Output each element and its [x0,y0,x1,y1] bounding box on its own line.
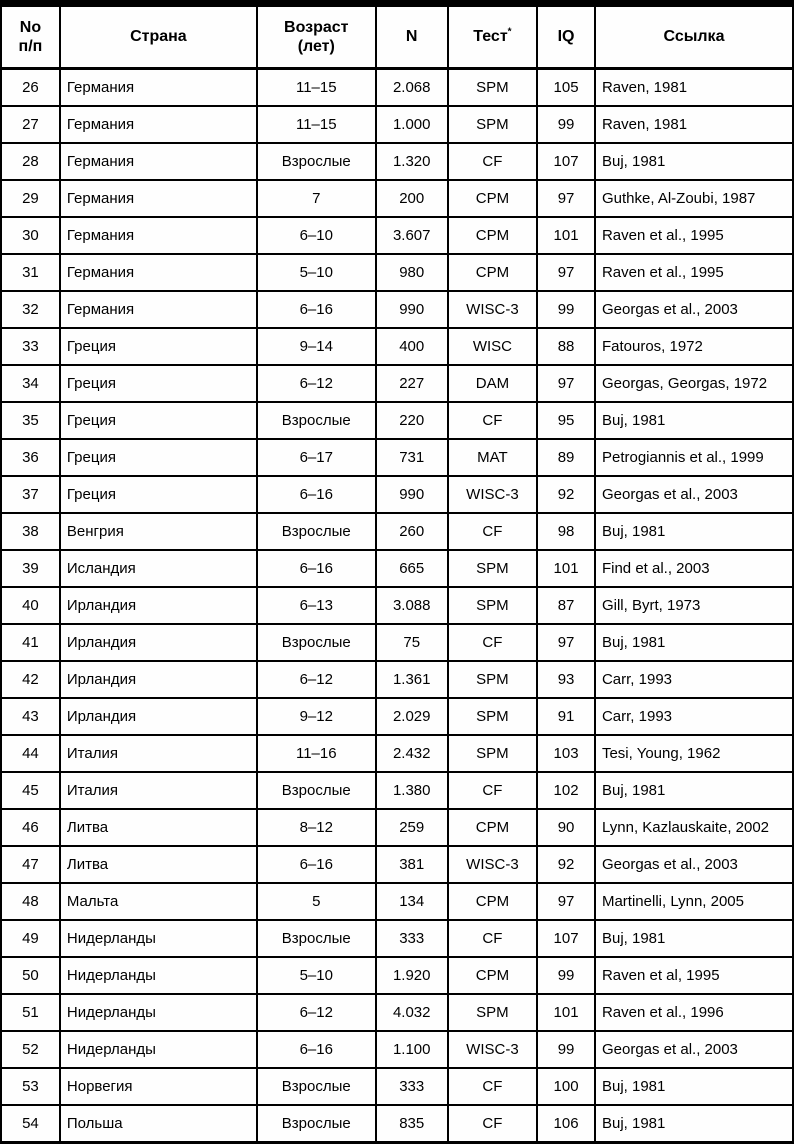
col-header-age-line1: Возраст [284,18,349,36]
cell-iq: 98 [537,513,595,550]
cell-no: 34 [1,365,60,402]
table-row [1,69,793,107]
cell-iq: 97 [537,254,595,291]
cell-country: Ирландия [60,587,257,624]
cell-ref: Tesi, Young, 1962 [595,735,793,772]
cell-n: 1.320 [376,143,448,180]
cell-iq: 100 [537,1068,595,1105]
cell-n: 2.432 [376,735,448,772]
table-row [1,550,793,587]
cell-n: 260 [376,513,448,550]
cell-test: CPM [448,883,537,920]
cell-no: 35 [1,402,60,439]
cell-no: 30 [1,217,60,254]
cell-country: Ирландия [60,661,257,698]
cell-country: Греция [60,439,257,476]
cell-n: 1.100 [376,1031,448,1068]
cell-n: 1.920 [376,957,448,994]
cell-iq: 95 [537,402,595,439]
cell-ref: Raven et al., 1996 [595,994,793,1031]
cell-age: 11–15 [257,106,376,143]
cell-no: 29 [1,180,60,217]
col-header-country-label: Страна [130,28,187,46]
cell-n: 4.032 [376,994,448,1031]
table-row [1,1105,793,1143]
cell-country: Италия [60,772,257,809]
cell-iq: 99 [537,106,595,143]
cell-ref: Martinelli, Lynn, 2005 [595,883,793,920]
cell-iq: 99 [537,957,595,994]
cell-test: DAM [448,365,537,402]
cell-no: 37 [1,476,60,513]
cell-test: CF [448,402,537,439]
cell-test: SPM [448,735,537,772]
cell-age: 6–12 [257,365,376,402]
cell-age: 6–16 [257,291,376,328]
cell-iq: 106 [537,1105,595,1143]
cell-ref: Buj, 1981 [595,402,793,439]
table-row [1,476,793,513]
cell-country: Нидерланды [60,920,257,957]
cell-no: 46 [1,809,60,846]
cell-country: Нидерланды [60,994,257,1031]
cell-test: CPM [448,809,537,846]
table-row [1,883,793,920]
table-row [1,587,793,624]
col-header-test-label: Тест [473,28,508,46]
table-row [1,254,793,291]
cell-country: Исландия [60,550,257,587]
col-header-country [60,4,257,69]
cell-ref: Raven et al., 1995 [595,254,793,291]
cell-ref: Carr, 1993 [595,698,793,735]
header-row [1,4,793,69]
cell-ref: Georgas et al., 2003 [595,846,793,883]
cell-test: CF [448,1105,537,1143]
cell-no: 47 [1,846,60,883]
cell-age: 5 [257,883,376,920]
cell-country: Германия [60,143,257,180]
cell-age: 6–16 [257,846,376,883]
cell-ref: Buj, 1981 [595,772,793,809]
cell-n: 3.607 [376,217,448,254]
cell-age: Взрослые [257,143,376,180]
cell-test: CF [448,143,537,180]
table-row [1,920,793,957]
cell-test: SPM [448,587,537,624]
cell-test: CF [448,513,537,550]
cell-n: 134 [376,883,448,920]
cell-no: 49 [1,920,60,957]
cell-no: 36 [1,439,60,476]
cell-ref: Lynn, Kazlauskaite, 2002 [595,809,793,846]
table-row [1,143,793,180]
cell-country: Германия [60,217,257,254]
cell-test: WISC-3 [448,476,537,513]
table-row [1,513,793,550]
cell-country: Нидерланды [60,957,257,994]
cell-iq: 97 [537,365,595,402]
table-row [1,809,793,846]
cell-iq: 102 [537,772,595,809]
cell-country: Греция [60,476,257,513]
cell-iq: 92 [537,846,595,883]
cell-test: SPM [448,550,537,587]
table-row [1,735,793,772]
table-row [1,365,793,402]
cell-ref: Carr, 1993 [595,661,793,698]
cell-iq: 93 [537,661,595,698]
col-header-n-label: N [405,28,418,46]
cell-ref: Georgas et al., 2003 [595,1031,793,1068]
cell-test: CF [448,920,537,957]
cell-test: CPM [448,180,537,217]
cell-ref: Georgas, Georgas, 1972 [595,365,793,402]
cell-age: 6–16 [257,550,376,587]
cell-age: 9–14 [257,328,376,365]
cell-test: MAT [448,439,537,476]
cell-test: WISC-3 [448,1031,537,1068]
cell-country: Ирландия [60,624,257,661]
cell-age: Взрослые [257,624,376,661]
cell-country: Греция [60,402,257,439]
cell-ref: Petrogiannis et al., 1999 [595,439,793,476]
table-row [1,217,793,254]
cell-no: 53 [1,1068,60,1105]
cell-no: 42 [1,661,60,698]
cell-ref: Raven et al, 1995 [595,957,793,994]
cell-iq: 91 [537,698,595,735]
col-header-age [257,4,376,69]
cell-country: Греция [60,365,257,402]
cell-country: Германия [60,254,257,291]
table-row [1,772,793,809]
col-header-no-line2: п/п [18,38,43,55]
table-row [1,402,793,439]
cell-n: 990 [376,476,448,513]
cell-age: 5–10 [257,254,376,291]
cell-test: SPM [448,698,537,735]
table-row [1,957,793,994]
cell-ref: Fatouros, 1972 [595,328,793,365]
cell-iq: 97 [537,180,595,217]
cell-test: SPM [448,661,537,698]
table-header [1,4,793,69]
cell-n: 1.380 [376,772,448,809]
cell-no: 26 [1,69,60,107]
cell-country: Ирландия [60,698,257,735]
cell-iq: 99 [537,1031,595,1068]
cell-n: 980 [376,254,448,291]
table-row [1,1068,793,1105]
cell-no: 54 [1,1105,60,1143]
cell-country: Литва [60,846,257,883]
cell-iq: 90 [537,809,595,846]
cell-iq: 92 [537,476,595,513]
cell-ref: Buj, 1981 [595,143,793,180]
cell-age: 7 [257,180,376,217]
cell-n: 990 [376,291,448,328]
table-row [1,328,793,365]
cell-ref: Buj, 1981 [595,624,793,661]
cell-country: Мальта [60,883,257,920]
col-header-iq [537,4,595,69]
cell-test: SPM [448,106,537,143]
table-row [1,1031,793,1068]
cell-n: 333 [376,920,448,957]
col-header-no [1,4,60,69]
cell-n: 1.000 [376,106,448,143]
table-row [1,291,793,328]
cell-no: 44 [1,735,60,772]
cell-age: Взрослые [257,402,376,439]
cell-n: 381 [376,846,448,883]
cell-no: 27 [1,106,60,143]
cell-n: 75 [376,624,448,661]
cell-iq: 97 [537,883,595,920]
cell-ref: Buj, 1981 [595,920,793,957]
cell-age: Взрослые [257,772,376,809]
cell-no: 43 [1,698,60,735]
cell-test: CPM [448,217,537,254]
cell-country: Германия [60,69,257,107]
table-row [1,439,793,476]
table-row [1,624,793,661]
col-header-test [448,4,537,69]
cell-n: 2.068 [376,69,448,107]
cell-test: WISC [448,328,537,365]
cell-ref: Georgas et al., 2003 [595,476,793,513]
col-header-no-line1: No [19,18,42,36]
cell-n: 1.361 [376,661,448,698]
cell-age: Взрослые [257,1068,376,1105]
cell-age: 6–16 [257,476,376,513]
cell-iq: 89 [537,439,595,476]
cell-no: 32 [1,291,60,328]
cell-ref: Raven, 1981 [595,106,793,143]
cell-test: CPM [448,254,537,291]
cell-age: 5–10 [257,957,376,994]
cell-country: Германия [60,106,257,143]
cell-no: 45 [1,772,60,809]
cell-iq: 97 [537,624,595,661]
cell-country: Италия [60,735,257,772]
col-header-ref-label: Ссылка [663,28,725,46]
col-header-age-line2: (лет) [297,38,335,55]
cell-age: 11–15 [257,69,376,107]
cell-country: Германия [60,291,257,328]
cell-iq: 88 [537,328,595,365]
cell-iq: 101 [537,994,595,1031]
cell-age: 6–12 [257,994,376,1031]
cell-n: 665 [376,550,448,587]
cell-test: CF [448,772,537,809]
cell-age: Взрослые [257,920,376,957]
cell-iq: 107 [537,143,595,180]
cell-no: 38 [1,513,60,550]
cell-iq: 87 [537,587,595,624]
cell-ref: Buj, 1981 [595,513,793,550]
table-row [1,698,793,735]
cell-n: 220 [376,402,448,439]
cell-ref: Buj, 1981 [595,1068,793,1105]
cell-age: 9–12 [257,698,376,735]
cell-test: WISC-3 [448,291,537,328]
cell-test: CF [448,624,537,661]
cell-ref: Guthke, Al-Zoubi, 1987 [595,180,793,217]
table-row [1,106,793,143]
cell-country: Греция [60,328,257,365]
col-header-n [376,4,448,69]
cell-country: Норвегия [60,1068,257,1105]
col-header-test-footnote-mark: * [507,27,512,39]
cell-no: 41 [1,624,60,661]
table-row [1,661,793,698]
cell-age: Взрослые [257,1105,376,1143]
cell-age: 8–12 [257,809,376,846]
cell-n: 400 [376,328,448,365]
cell-age: 11–16 [257,735,376,772]
cell-ref: Raven, 1981 [595,69,793,107]
cell-iq: 101 [537,217,595,254]
cell-country: Германия [60,180,257,217]
cell-ref: Georgas et al., 2003 [595,291,793,328]
cell-no: 52 [1,1031,60,1068]
cell-age: 6–12 [257,661,376,698]
cell-n: 200 [376,180,448,217]
cell-n: 259 [376,809,448,846]
cell-ref: Raven et al., 1995 [595,217,793,254]
cell-n: 2.029 [376,698,448,735]
col-header-ref [595,4,793,69]
cell-iq: 103 [537,735,595,772]
cell-n: 3.088 [376,587,448,624]
cell-country: Литва [60,809,257,846]
cell-no: 51 [1,994,60,1031]
cell-no: 33 [1,328,60,365]
cell-iq: 99 [537,291,595,328]
cell-test: SPM [448,994,537,1031]
table-row [1,180,793,217]
cell-no: 39 [1,550,60,587]
cell-ref: Buj, 1981 [595,1105,793,1143]
cell-n: 333 [376,1068,448,1105]
cell-ref: Gill, Byrt, 1973 [595,587,793,624]
cell-age: 6–16 [257,1031,376,1068]
cell-iq: 101 [537,550,595,587]
cell-n: 731 [376,439,448,476]
table-row [1,994,793,1031]
cell-no: 50 [1,957,60,994]
cell-age: 6–17 [257,439,376,476]
cell-no: 31 [1,254,60,291]
cell-test: SPM [448,69,537,107]
cell-test: CF [448,1068,537,1105]
cell-no: 28 [1,143,60,180]
cell-n: 227 [376,365,448,402]
cell-age: Взрослые [257,513,376,550]
cell-age: 6–13 [257,587,376,624]
cell-no: 48 [1,883,60,920]
cell-age: 6–10 [257,217,376,254]
cell-test: WISC-3 [448,846,537,883]
col-header-iq-label: IQ [557,28,575,46]
cell-n: 835 [376,1105,448,1143]
table-row [1,846,793,883]
cell-country: Нидерланды [60,1031,257,1068]
cell-test: CPM [448,957,537,994]
cell-country: Польша [60,1105,257,1143]
cell-no: 40 [1,587,60,624]
cell-country: Венгрия [60,513,257,550]
table-body [1,69,793,1143]
cell-ref: Find et al., 2003 [595,550,793,587]
cell-iq: 105 [537,69,595,107]
cell-iq: 107 [537,920,595,957]
